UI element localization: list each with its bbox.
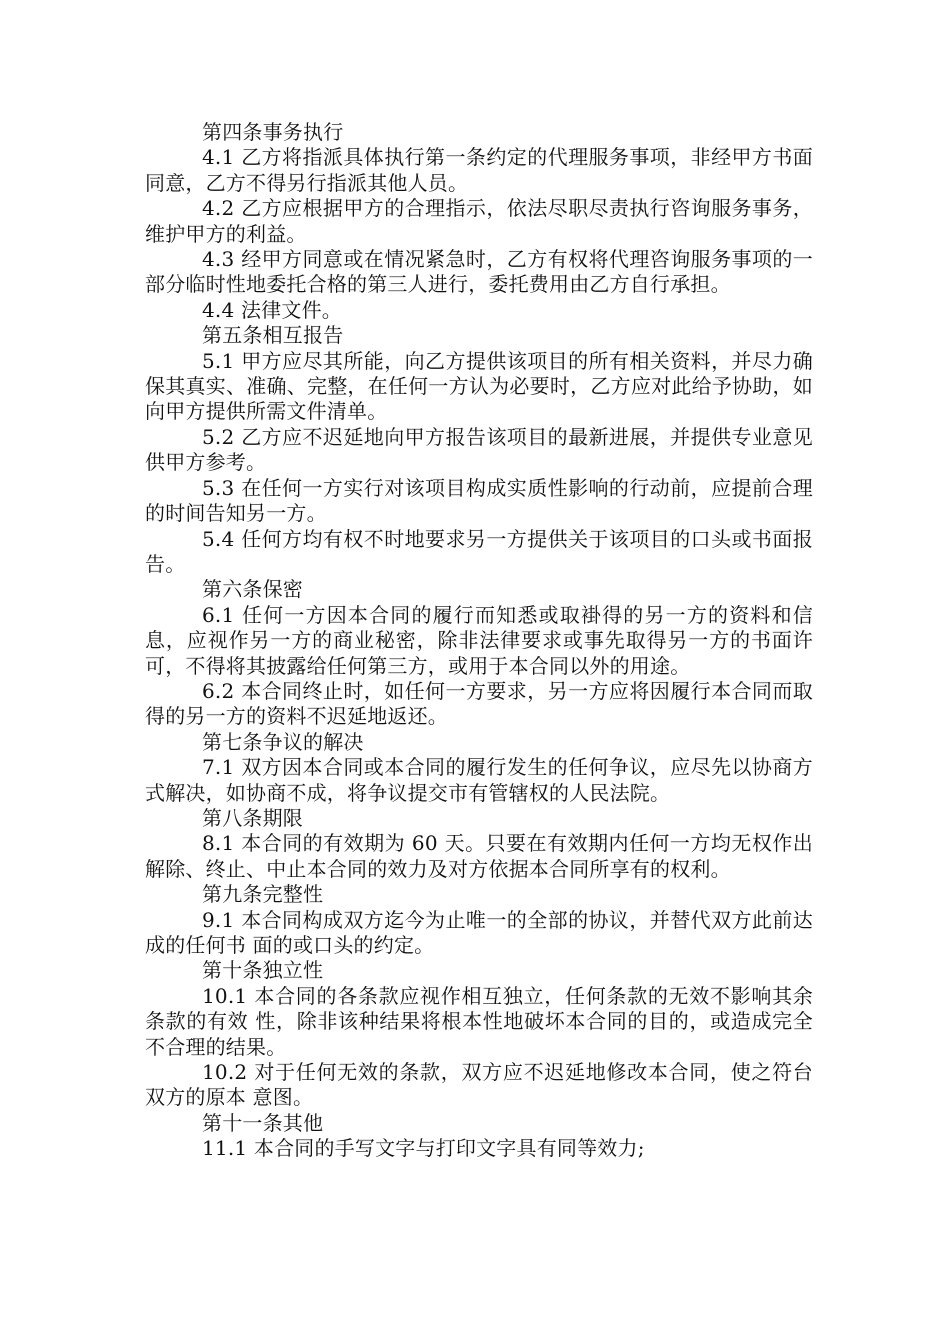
section-heading: 第六条保密: [202, 577, 303, 602]
clause-paragraph: 6.1 任何一方因本合同的履行而知悉或取褂得的另一方的资料和信息，应视作另一方的商业秘密，除非法律要求或事先取得另一方的书面许可，不得将其披露给任何第三方，或用于本合同以外的用途。: [145, 602, 813, 678]
clause-paragraph: 4.2 乙方应根据甲方的合理指示，依法尽职尽责执行咨询服务事务，维护甲方的利益。: [145, 196, 813, 246]
document-body: [145, 120, 813, 1162]
section-heading: 第十条独立性: [202, 958, 324, 983]
clause-paragraph: 4.3 经甲方同意或在情况紧急时，乙方有权将代理咨询服务事项的一部分临时性地委托合格的第三人进行，委托费用由乙方自行承担。: [145, 247, 813, 297]
clause-paragraph: 7.1 双方因本合同或本合同的履行发生的任何争议，应尽先以协商方式解决，如协商不成，将争议提交市有管辖权的人民法院。: [145, 755, 813, 805]
clause-paragraph: 8.1 本合同的有效期为 60 天。只要在有效期内任何一方均无权作出解除、终止、中止本合同的效力及对方依据本合同所享有的权利。: [145, 831, 813, 881]
clause-paragraph: 10.2 对于任何无效的条款，双方应不迟延地修改本合同，使之符台双方的原本 意图。: [145, 1060, 813, 1110]
section-heading: 第九条完整性: [202, 882, 324, 907]
clause-paragraph: 5.4 任何方均有权不时地要求另一方提供关于该项目的口头或书面报告。: [145, 526, 813, 576]
clause-paragraph: 11.1 本合同的手写文字与打印文字具有同等效力;: [202, 1136, 645, 1161]
section-heading: 第五条相互报告: [202, 323, 344, 348]
clause-paragraph: 5.3 在任何一方实行对该项目构成实质性影响的行动前，应提前合理的时间告知另一方。: [145, 475, 813, 526]
clause-paragraph: 5.1 甲方应尽其所能，向乙方提供该项目的所有相关资料，并尽力确保其真实、准确、完整，在任何一方认为必要时，乙方应对此给予协助，如向甲方提供所需文件清单。: [145, 348, 813, 424]
section-heading: 第八条期限: [202, 805, 303, 830]
section-heading: 第七条争议的解决: [202, 729, 364, 754]
clause-paragraph: 10.1 本合同的各条款应视作相互独立，任何条款的无效不影响其余条款的有效 性，除非该种结果将根本性地破坏本合同的目的，或造成完全不合理的结果。: [145, 983, 813, 1059]
section-heading: 第十一条其他: [202, 1110, 324, 1135]
clause-paragraph: 4.4 法律文件。: [202, 297, 342, 322]
clause-paragraph: 4.1 乙方将指派具体执行第一条约定的代理服务事项，非经甲方书面同意，乙方不得另行指派其他人员。: [145, 145, 813, 195]
clause-paragraph: 9.1 本合同构成双方迄今为止唯一的全部的协议，并替代双方此前达成的任何书 面的或口头的约定。: [145, 907, 813, 957]
clause-paragraph: 5.2 乙方应不迟延地向甲方报告该项目的最新进展，并提供专业意见供甲方参考。: [145, 424, 813, 475]
clause-paragraph: 6.2 本合同终止时，如任何一方要求，另一方应将因履行本合同而取得的另一方的资料不迟延地返还。: [145, 678, 813, 729]
section-heading: 第四条事务执行: [202, 120, 344, 144]
